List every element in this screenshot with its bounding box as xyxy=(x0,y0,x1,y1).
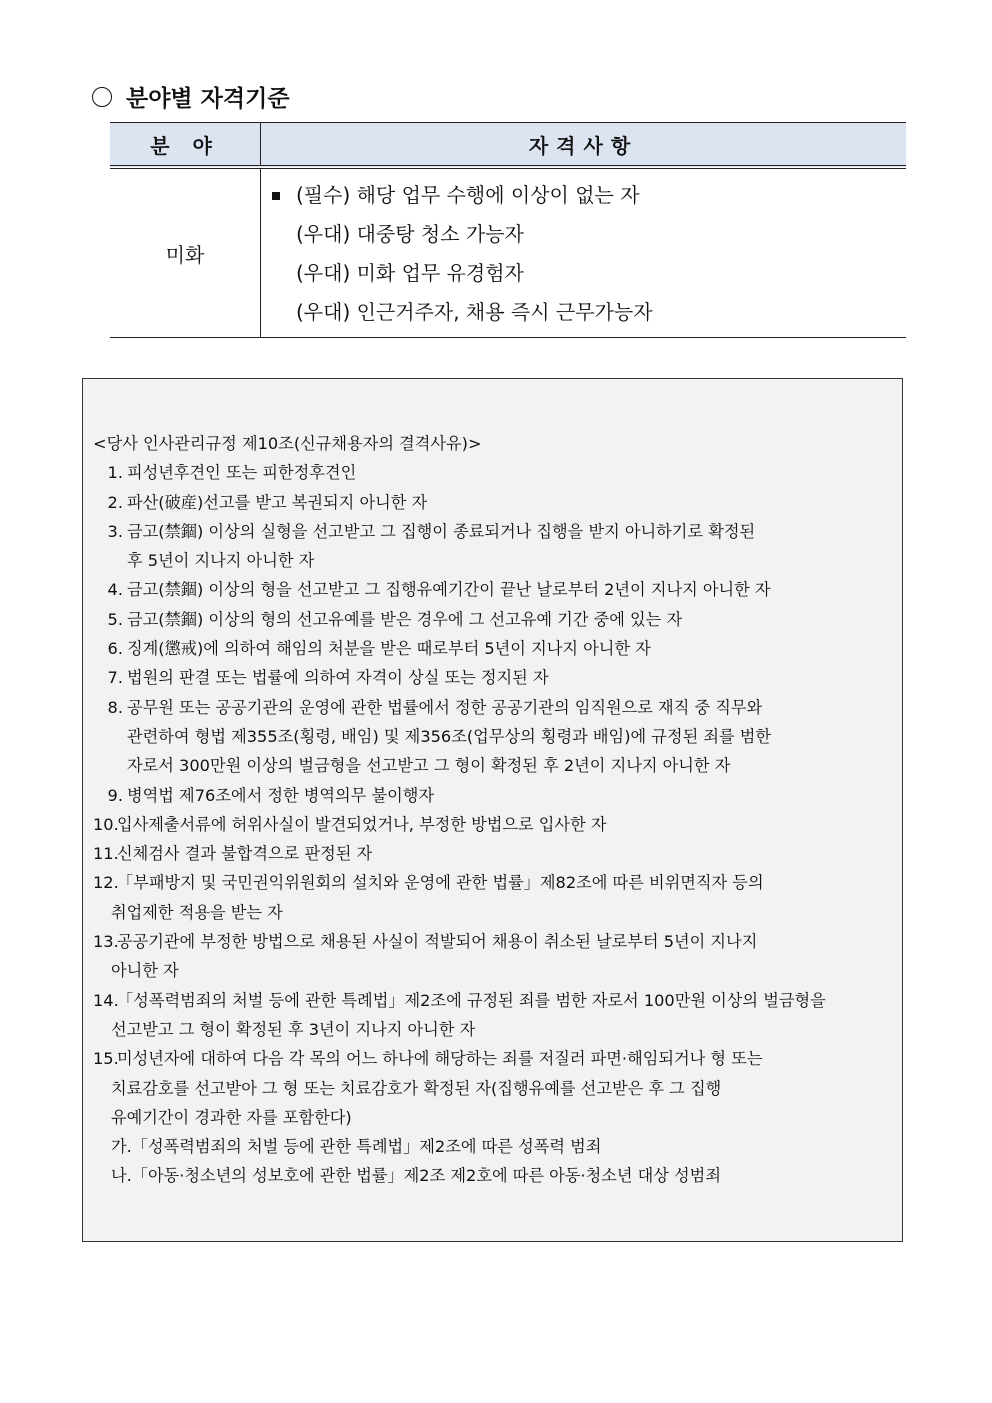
rule-item-line: 미성년자에 대하여 다음 각 목의 어느 하나에 해당하는 죄를 저질러 파면·해임되거나 형 또는 xyxy=(117,1049,763,1069)
rule-item-line: 금고(禁錮) 이상의 형을 선고받고 그 집행유예기간이 끝난 날로부터 2년이 지나지 아니한 자 xyxy=(127,580,771,600)
rule-item-number: 11. xyxy=(93,844,119,864)
requirement-item: (필수) 해당 업무 수행에 이상이 없는 자 xyxy=(272,176,905,215)
rule-item xyxy=(93,927,896,986)
requirement-item: (우대) 미화 업무 유경험자 xyxy=(296,261,524,285)
rule-item-line: 신체검사 결과 불합격으로 판정된 자 xyxy=(117,844,373,864)
rule-item-number: 14. xyxy=(93,990,119,1010)
rule-item xyxy=(93,868,896,927)
header-field: 분 야 xyxy=(110,123,261,168)
rule-item-line: 「성폭력범죄의 처벌 등에 관한 특례법」제2조에 규정된 죄를 범한 자로서 100만원 이상의 벌금형을 xyxy=(117,990,826,1010)
requirements-cell xyxy=(261,167,907,338)
rule-item-number: 5. xyxy=(107,609,123,629)
rule-item-line: 치료감호를 선고받아 그 형 또는 치료감호가 확정된 자(집행유예를 선고받은 후 그 집행 xyxy=(111,1078,722,1098)
rule-item xyxy=(93,634,896,663)
rule-item-number: 13. xyxy=(93,932,119,952)
rules-title: <당사 인사관리규정 제10조(신규채용자의 결격사유)> xyxy=(93,434,482,453)
rule-item xyxy=(93,810,896,839)
rule-item-line: 금고(禁錮) 이상의 형의 선고유예를 받은 경우에 그 선고유예 기간 중에 있는 자 xyxy=(127,609,683,629)
rule-item xyxy=(93,517,896,576)
rule-item-number: 1. xyxy=(107,463,123,483)
section-title-text: 분야별 자격기준 xyxy=(126,85,290,112)
qualification-table xyxy=(110,122,906,338)
rule-item-number: 8. xyxy=(107,697,123,717)
rule-subitem: 가.「성폭력범죄의 처벌 등에 관한 특례법」제2조에 따른 성폭력 범죄 xyxy=(111,1137,602,1157)
disqualification-rules-box xyxy=(82,378,903,1242)
rule-item xyxy=(93,575,896,604)
rule-item-number: 4. xyxy=(107,580,123,600)
rule-item-line: 자로서 300만원 이상의 벌금형을 선고받고 그 형이 확정된 후 2년이 지나지 아니한 자 xyxy=(127,756,731,776)
rule-item xyxy=(93,605,896,634)
rule-item xyxy=(93,663,896,692)
rule-item xyxy=(93,458,896,487)
rule-item-line: 「부패방지 및 국민권익위원회의 설치와 운영에 관한 법률」제82조에 따른 비위면직자 등의 xyxy=(117,873,764,893)
rule-item-line: 아니한 자 xyxy=(111,961,179,981)
rule-item-line: 입사제출서류에 허위사실이 발견되었거나, 부정한 방법으로 입사한 자 xyxy=(117,814,607,834)
rule-item-number: 12. xyxy=(93,873,119,893)
header-qualification: 자격사항 xyxy=(261,123,907,168)
rule-item-number: 15. xyxy=(93,1049,119,1069)
rules-sublist xyxy=(93,1132,896,1191)
rule-item xyxy=(93,488,896,517)
rule-item-number: 9. xyxy=(107,785,123,805)
rule-item-line: 피성년후견인 또는 피한정후견인 xyxy=(127,463,357,483)
rule-item-line: 취업제한 적용을 받는 자 xyxy=(111,902,283,922)
rule-item xyxy=(93,1044,896,1132)
rule-item-line: 법원의 판결 또는 법률에 의하여 자격이 상실 또는 정지된 자 xyxy=(127,668,549,688)
rule-item xyxy=(93,781,896,810)
requirement-item: (우대) 대중탕 청소 가능자 xyxy=(296,222,524,246)
rule-item-line: 공무원 또는 공공기관의 운영에 관한 법률에서 정한 공공기관의 임직원으로 재직 중 직무와 xyxy=(127,697,763,717)
rule-item-line: 병역법 제76조에서 정한 병역의무 불이행자 xyxy=(127,785,435,805)
rule-item-number: 7. xyxy=(107,668,123,688)
rule-item-line: 선고받고 그 형이 확정된 후 3년이 지나지 아니한 자 xyxy=(111,1019,476,1039)
section-title xyxy=(92,80,290,113)
rule-item-line: 유예기간이 경과한 자를 포함한다) xyxy=(111,1107,352,1127)
rule-item xyxy=(93,986,896,1045)
rule-item-number: 3. xyxy=(107,521,123,541)
rule-item-number: 6. xyxy=(107,639,123,659)
rule-item-line: 후 5년이 지나지 아니한 자 xyxy=(127,551,315,571)
square-bullet-icon xyxy=(272,192,280,200)
field-cell: 미화 xyxy=(110,167,261,338)
rule-item xyxy=(93,693,896,781)
rule-item xyxy=(93,839,896,868)
requirement-item: (우대) 인근거주자, 채용 즉시 근무가능자 xyxy=(296,300,653,324)
rule-item-line: 징계(懲戒)에 의하여 해임의 처분을 받은 때로부터 5년이 지나지 아니한 자 xyxy=(127,639,651,659)
circle-bullet-icon xyxy=(92,87,112,107)
rule-item-number: 10. xyxy=(93,814,119,834)
rule-item-line: 금고(禁錮) 이상의 실형을 선고받고 그 집행이 종료되거나 집행을 받지 아니하기로 확정된 xyxy=(127,521,756,541)
rule-item-line: 파산(破産)선고를 받고 복권되지 아니한 자 xyxy=(127,492,428,512)
rules-list xyxy=(93,458,896,1132)
rule-item-line: 관련하여 형법 제355조(횡령, 배임) 및 제356조(업무상의 횡령과 배임)에 규정된 죄를 범한 xyxy=(127,726,772,746)
rule-item-line: 공공기관에 부정한 방법으로 채용된 사실이 적발되어 채용이 취소된 날로부터 5년이 지나지 xyxy=(117,932,758,952)
rule-subitem: 나.「아동·청소년의 성보호에 관한 법률」제2조 제2호에 따른 아동·청소년 대상 성범죄 xyxy=(111,1166,721,1186)
rule-item-number: 2. xyxy=(107,492,123,512)
